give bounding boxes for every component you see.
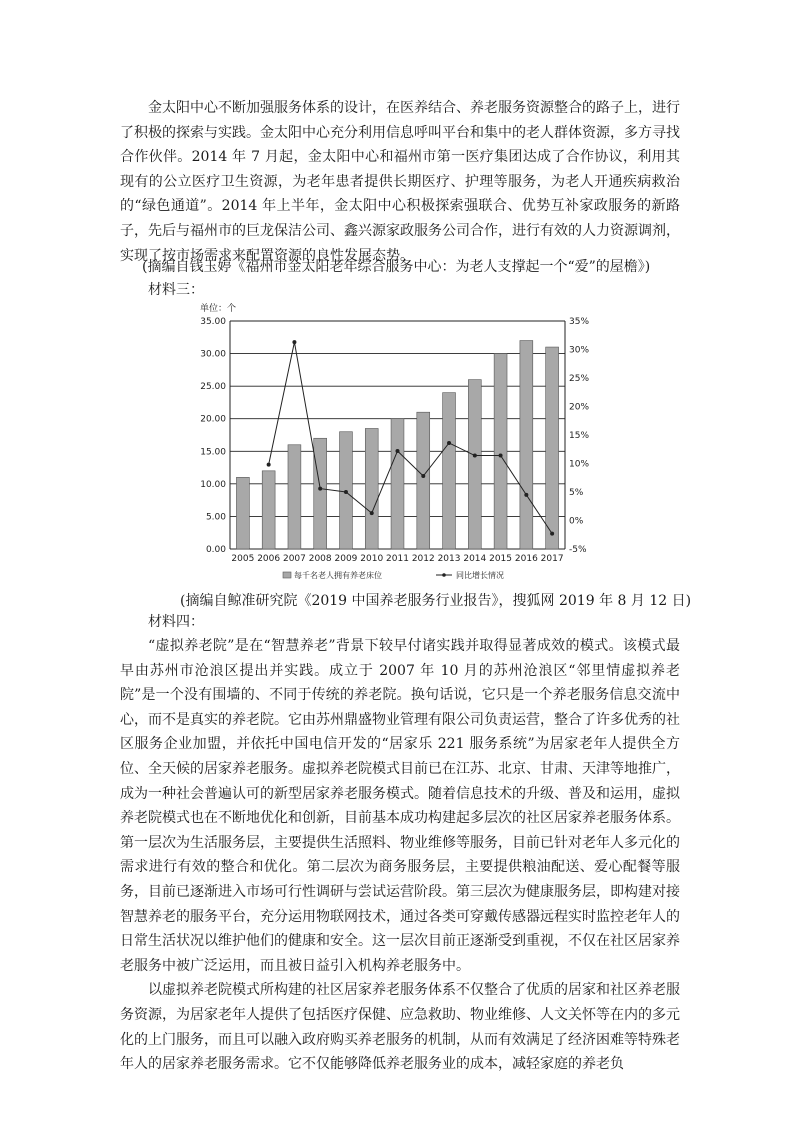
bar xyxy=(494,354,507,549)
legend-bar-label: 每千名老人拥有养老床位 xyxy=(294,571,382,580)
bed-count-chart xyxy=(190,302,610,590)
right-tick-label: 30% xyxy=(569,345,590,356)
left-tick-label: 5.00 xyxy=(205,512,226,523)
left-tick-label: 15.00 xyxy=(200,447,226,458)
growth-point xyxy=(447,441,451,445)
x-tick-label: 2014 xyxy=(463,554,487,564)
chart-source-citation: (摘编自鲸准研究院《2019 中国养老服务行业报告》，搜狐网 2019 年 8 月 12 日) xyxy=(180,593,692,609)
right-tick-label: 35% xyxy=(569,317,590,327)
intro-paragraph: 金太阳中心不断加强服务体系的设计，在医养结合、养老服务资源整合的路子上，进行了积极的探索与实践。金太阳中心充分利用信息呼叫平台和集中的老人群体资源，多方寻找合作伙伴。2014 年 7 月起，金太阳中心和福州市第一医疗集团达成了合作协议，利用其现有的公立医疗卫生资源，为老年患者提供长期医疗、护理等服务，为老人开通疾病救治的“绿色通道”。2014 年上半年，金太阳中心积极探索强联合、优势互补家政服务的新路子，先后与福州市的巨龙保洁公司、鑫兴源家政服务公司合作，进行有效的人力资源调剂，实现了按市场需求来配置资源的良性发展态势。 xyxy=(120,100,680,264)
growth-point xyxy=(499,454,503,458)
right-tick-label: 20% xyxy=(569,402,590,413)
bar xyxy=(417,412,430,549)
x-tick-label: 2017 xyxy=(540,554,564,564)
left-tick-label: 0.00 xyxy=(205,545,226,555)
bar xyxy=(520,341,533,549)
x-tick-label: 2006 xyxy=(257,554,281,564)
virtual-nursing-home-paragraph: “虚拟养老院”是在“智慧养老”背景下较早付诸实践并取得显著成效的模式。该模式最早由苏州市沧浪区提出并实践。成立于 2007 年 10 月的苏州沧浪区“邻里情虚拟养老院”是一个没有围墙的、不同于传统的养老院。换句话说，它只是一个养老服务信息交流中心，而不是真实的养老院。它由苏州鼎盛物业管理有限公司负责运营，整合了许多优秀的社区服务企业加盟，并依托中国电信开发的“居家乐 221 服务系统”为居家老年人提供全方位、全天候的居家养老服务。虚拟养老院模式目前已在江苏、北京、甘肃、天津等地推广，成为一种社会普遍认可的新型居家养老服务模式。随着信息技术的升级、普及和运用，虚拟养老院模式也在不断地优化和创新，目前基本成功构建起多层次的社区居家养老服务体系。第一层次为生活服务层，主要提供生活照料、物业维修等服务，目前已针对老年人多元化的需求进行有效的整合和优化。第二层次为商务服务层，主要提供粮油配送、爱心配餐等服务，目前已逐渐进入市场可行性调研与尝试运营阶段。第三层次为健康服务层，即构建对接智慧养老的服务平台，充分运用物联网技术，通过各类可穿戴传感器远程实时监控老年人的日常生活状况以维护他们的健康和安全。这一层次目前正逐渐受到重视，不仅在社区居家养老服务中被广泛运用，而且被日益引入机构养老服务中。 xyxy=(120,638,680,974)
x-tick-label: 2005 xyxy=(231,554,255,564)
left-tick-label: 35.00 xyxy=(200,317,226,327)
x-tick-label: 2010 xyxy=(360,554,384,564)
bar xyxy=(288,445,301,549)
growth-point xyxy=(318,487,322,491)
growth-point xyxy=(524,493,528,497)
growth-point xyxy=(370,511,374,515)
x-tick-label: 2016 xyxy=(514,554,538,564)
x-tick-label: 2013 xyxy=(437,554,461,564)
bar xyxy=(443,393,456,549)
service-system-paragraph: 以虚拟养老院模式所构建的社区居家养老服务体系不仅整合了优质的居家和社区养老服务资源，为居家老年人提供了包括医疗保健、应急救助、物业维修、人文关怀等在内的多元化的上门服务，而且可以融入政府购买养老服务的机制，从而有效满足了经济困难等特殊老年人的居家养老服务需求。它不仅能够降低养老服务业的成本，减轻家庭的养老负 xyxy=(120,982,680,1073)
growth-point xyxy=(292,340,296,344)
growth-point xyxy=(344,490,348,494)
growth-point xyxy=(396,449,400,453)
legend-line-label: 同比增长情况 xyxy=(456,571,504,580)
left-tick-label: 10.00 xyxy=(200,479,226,490)
left-tick-label: 20.00 xyxy=(200,414,226,425)
growth-point xyxy=(550,532,554,536)
bar xyxy=(314,438,327,549)
x-tick-label: 2012 xyxy=(411,554,435,564)
growth-point xyxy=(473,454,477,458)
right-tick-label: 10% xyxy=(569,459,590,470)
section4 xyxy=(120,634,680,1077)
bar xyxy=(546,347,559,549)
section1 xyxy=(120,96,680,268)
bar xyxy=(262,471,275,549)
right-tick-label: 15% xyxy=(569,431,590,441)
right-tick-label: 25% xyxy=(569,374,590,384)
legend-bar-swatch xyxy=(283,572,291,578)
bar xyxy=(468,380,481,549)
x-tick-label: 2009 xyxy=(334,554,358,564)
material4-heading: 材料四： xyxy=(148,614,204,630)
source-citation-1: (摘编自钱玉婷《福州市金太阳老年综合服务中心：为老人支撑起一个“爱”的屋檐》) xyxy=(142,259,651,275)
x-tick-label: 2008 xyxy=(308,554,332,564)
right-tick-label: -5% xyxy=(569,545,587,555)
unit-label: 单位：个 xyxy=(200,304,237,314)
bar xyxy=(365,428,378,549)
growth-line xyxy=(269,342,552,534)
left-tick-label: 25.00 xyxy=(200,382,226,393)
bar xyxy=(236,477,249,549)
right-tick-label: 0% xyxy=(569,516,584,527)
x-tick-label: 2015 xyxy=(489,554,513,564)
x-tick-label: 2007 xyxy=(282,554,306,564)
x-tick-label: 2011 xyxy=(386,554,409,564)
left-tick-label: 30.00 xyxy=(200,349,226,360)
bar xyxy=(391,419,404,549)
growth-point xyxy=(421,474,425,478)
growth-point xyxy=(267,463,271,467)
right-tick-label: 5% xyxy=(569,488,584,498)
legend-line-marker xyxy=(442,573,446,577)
material3-heading: 材料三： xyxy=(148,282,204,298)
